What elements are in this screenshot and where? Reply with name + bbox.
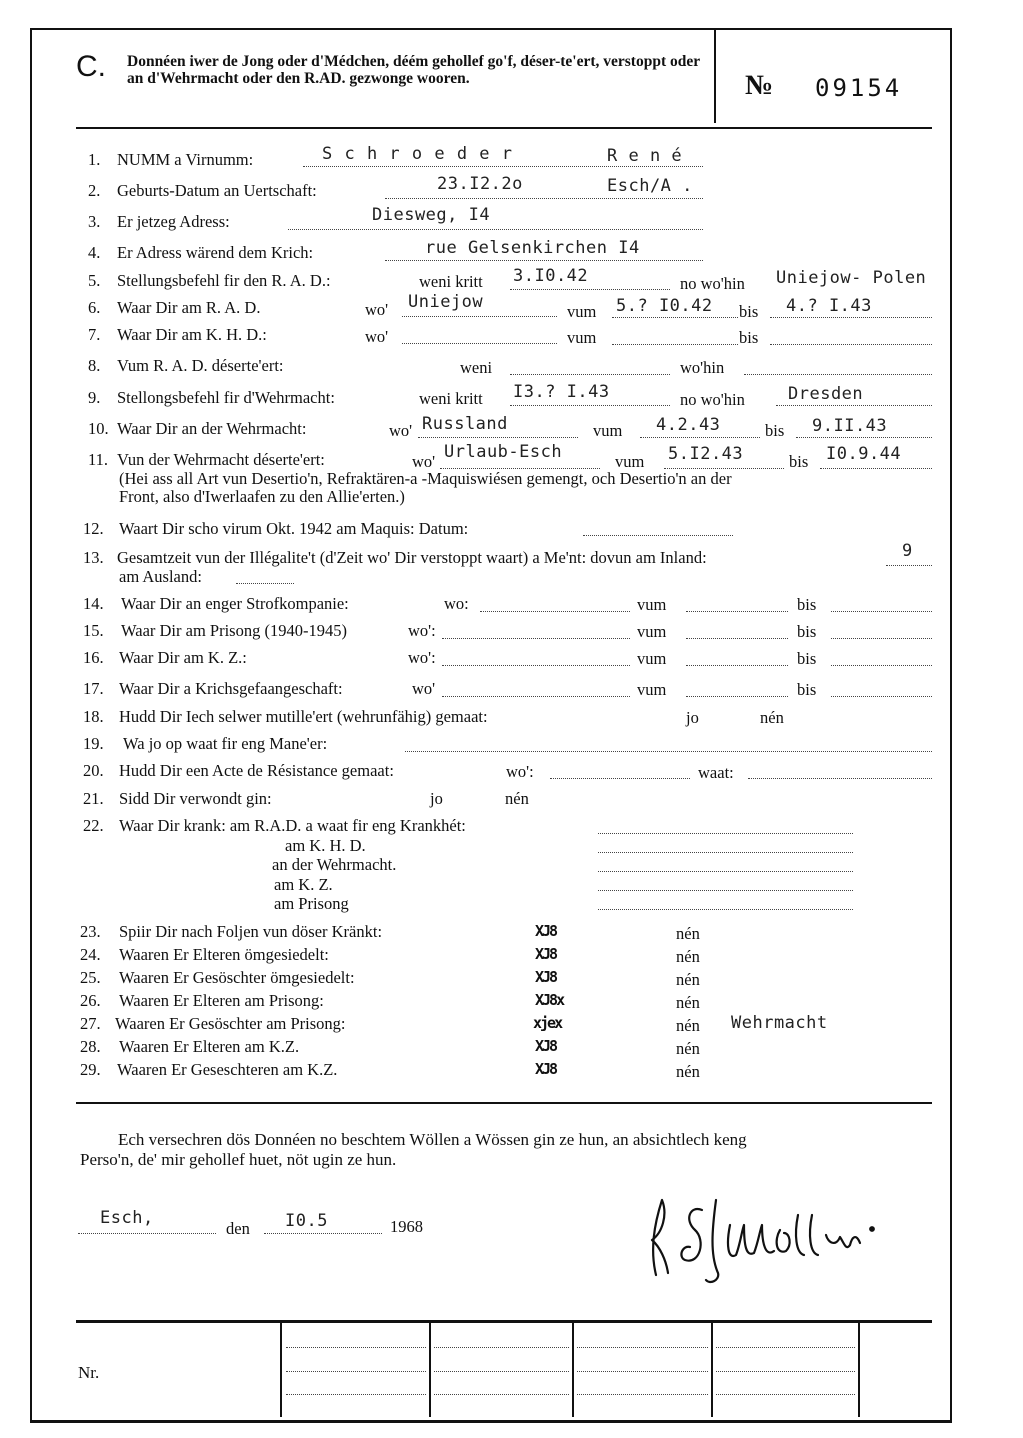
illness-wehrmacht: an der Wehrmacht. (272, 855, 397, 874)
illegality-label: Gesamtzeit vun der Illégalite't (d'Zeit wo' Dir verstoppt waart) a Me'nt: dovun am Inland: (117, 548, 707, 567)
wo-label: wo' (365, 300, 389, 319)
wohin-label: wo'hin (680, 358, 725, 377)
row-number: 22. (83, 816, 104, 835)
crossed-out-jo: xjex (533, 1014, 562, 1032)
vum-label: vum (615, 452, 645, 471)
jo-option: jo (430, 789, 443, 808)
row-number: 5. (88, 271, 101, 290)
jo-option: jo (686, 708, 699, 727)
row-number: 9. (88, 388, 101, 407)
row-number: 15. (83, 621, 104, 640)
vum-label: vum (593, 421, 623, 440)
section-description: Donnéen iwer de Jong oder d'Médchen, déém gehollef go'f, déser-te'ert, verstoppt oder an d'Wehrmacht oder den R.AD. gezwonge wooren. (127, 53, 700, 87)
self-mutilation-label: Hudd Dir Iech selwer mutille'ert (wehrunfähig) gemaat: (119, 707, 488, 726)
nr-label: Nr. (78, 1363, 100, 1382)
vum-label: vum (637, 649, 667, 668)
row-number: 7. (88, 325, 101, 344)
prison-label: Waar Dir am Prisong (1940-1945) (121, 621, 347, 640)
manner-label: Wa jo op waat fir eng Mane'er: (123, 734, 328, 753)
weni-kritt-label: weni kritt (419, 389, 483, 408)
footer-col-divider (572, 1322, 574, 1417)
vum-label: vum (637, 595, 667, 614)
rad-from: 5.? I0.42 (616, 296, 713, 316)
crossed-out-jo: XJ8 (535, 922, 557, 940)
crossed-out-jo: XJ8 (535, 1060, 557, 1078)
vum-label: vum (567, 302, 597, 321)
row-number: 23. (80, 922, 101, 941)
nen-option: nén (676, 924, 700, 943)
crossed-out-jo: XJ8 (535, 1037, 557, 1055)
row-number: 24. (80, 945, 101, 964)
row-number: 26. (80, 991, 101, 1010)
illness-prison: am Prisong (274, 894, 349, 913)
rad-order-destination: Uniejow- Polen (776, 268, 927, 288)
declaration-rule (76, 1102, 932, 1104)
footer-col-divider (280, 1322, 282, 1417)
row-number: 4. (88, 243, 101, 262)
wehrmacht-order-label: Stellongsbefehl fir d'Wehrmacht: (117, 388, 335, 407)
desertion-to: I0.9.44 (826, 444, 902, 464)
bis-label: bis (797, 680, 817, 699)
row-number: 25. (80, 968, 101, 987)
den-label: den (226, 1219, 250, 1238)
nen-option: nén (676, 1039, 700, 1058)
desertion-from: 5.I2.43 (668, 444, 744, 464)
wo-label: wo: (444, 594, 469, 613)
row-number: 18. (83, 707, 104, 726)
footer-rule (76, 1320, 932, 1323)
birth-label: Geburts-Datum an Uertschaft: (117, 181, 317, 200)
after-effects-label: Spiir Dir nach Foljen vun döser Kränkt: (119, 922, 383, 941)
current-address-value: Diesweg, I4 (372, 205, 491, 225)
footer-col-divider (711, 1322, 713, 1417)
wehrmacht-order-destination: Dresden (788, 384, 864, 404)
crossed-out-jo: XJ8 (535, 968, 557, 986)
bis-label: bis (739, 302, 759, 321)
number-symbol: № (745, 70, 774, 101)
nen-option: nén (676, 947, 700, 966)
rad-label: Waar Dir am R. A. D. (117, 298, 261, 317)
bis-label: bis (797, 649, 817, 668)
wehrmacht-desertion-label: Vun der Wehrmacht déserte'ert: (117, 450, 325, 469)
vum-label: vum (637, 680, 667, 699)
declaration-line1: Ech versechren dös Donnéen no beschtem Wöllen a Wössen gin ze hun, an absichtlech keng (118, 1130, 747, 1149)
row-number: 13. (83, 548, 104, 567)
wehrmacht-to: 9.II.43 (812, 416, 888, 436)
row-number: 29. (80, 1060, 101, 1079)
maquis-label: Waart Dir scho virum Okt. 1942 am Maquis: Datum: (119, 519, 469, 538)
no-wohin-label: no wo'hin (680, 390, 745, 409)
row-number: 28. (80, 1037, 101, 1056)
bis-label: bis (789, 452, 809, 471)
waat-label: waat: (698, 763, 734, 782)
desertion-note-line1: (Hei ass all Art vun Desertio'n, Refraktären-a -Maquiswiésen gemengt, och Desertio'n an der (119, 469, 732, 488)
penal-company-label: Waar Dir an enger Strofkompanie: (121, 594, 349, 613)
rad-place: Uniejow (408, 292, 484, 312)
row-number: 8. (88, 356, 101, 375)
wehrmacht-label: Waar Dir an der Wehrmacht: (117, 419, 307, 438)
nen-option: nén (760, 708, 784, 727)
wo-label: wo': (408, 621, 436, 640)
row-number: 3. (88, 212, 101, 231)
wo-label: wo' (389, 421, 413, 440)
resistance-label: Hudd Dir een Acte de Résistance gemaat: (119, 761, 394, 780)
weni-kritt-label: weni kritt (419, 272, 483, 291)
wo-label: wo' (412, 452, 436, 471)
crossed-out-jo: XJ8 (535, 945, 557, 963)
row-number: 2. (88, 181, 101, 200)
siblings-kz-label: Waaren Er Geseschteren am K.Z. (117, 1060, 338, 1079)
surname-value: S c h r o e d e r (322, 144, 513, 164)
row-number: 17. (83, 679, 104, 698)
wo-label: wo' (412, 679, 436, 698)
bis-label: bis (797, 622, 817, 641)
rad-desertion-label: Vum R. A. D. déserte'ert: (117, 356, 284, 375)
footer-col-divider (858, 1322, 860, 1417)
bis-label: bis (797, 595, 817, 614)
nen-option: nén (676, 993, 700, 1012)
desertion-place: Urlaub-Esch (444, 442, 563, 462)
form-number: 09154 (815, 74, 903, 102)
firstname-value: R e n é (607, 146, 683, 166)
weni-label: weni (460, 358, 493, 377)
khd-label: Waar Dir am K. H. D.: (117, 325, 267, 344)
row-number: 16. (83, 648, 104, 667)
wehrmacht-from: 4.2.43 (656, 415, 721, 435)
rad-to: 4.? I.43 (786, 296, 872, 316)
birth-date-value: 23.I2.2o (437, 174, 523, 194)
row-number: 14. (83, 594, 104, 613)
vum-label: vum (637, 622, 667, 641)
row-number: 6. (88, 298, 101, 317)
wo-label: wo': (506, 762, 534, 781)
illness-label: Waar Dir krank: am R.A.D. a waat fir eng Krankhét: (119, 816, 466, 835)
illness-kz: am K. Z. (274, 875, 333, 894)
nen-option: nén (676, 1016, 700, 1035)
wehrmacht-order-date: I3.? I.43 (513, 382, 610, 402)
kz-label: Waar Dir am K. Z.: (119, 648, 247, 667)
section-letter: C. (76, 50, 106, 83)
birth-place-value: Esch/A . (607, 176, 693, 196)
wounded-label: Sidd Dir verwondt gin: (119, 789, 272, 808)
header-divider (714, 30, 716, 123)
wo-label: wo' (365, 327, 389, 346)
nen-option: nén (676, 1062, 700, 1081)
signature-place: Esch, (100, 1208, 154, 1228)
siblings-prison-note: Wehrmacht (731, 1013, 828, 1033)
vum-label: vum (567, 328, 597, 347)
header-rule (76, 127, 932, 129)
wehrmacht-place: Russland (422, 414, 508, 434)
row-number: 27. (80, 1014, 101, 1033)
footer-col-divider (429, 1322, 431, 1417)
signature-year: 1968 (390, 1217, 423, 1236)
row-number: 1. (88, 150, 101, 169)
current-address-label: Er jetzeg Adress: (117, 212, 230, 231)
no-wohin-label: no wo'hin (680, 274, 745, 293)
nen-option: nén (505, 789, 529, 808)
row-number: 20. (83, 761, 104, 780)
bis-label: bis (739, 328, 759, 347)
name-label: NUMM a Virnumm: (117, 150, 254, 169)
handwritten-signature (640, 1185, 890, 1295)
row-number: 19. (83, 734, 104, 753)
row-number: 21. (83, 789, 104, 808)
row-number: 12. (83, 519, 104, 538)
war-address-label: Er Adress wärend dem Krich: (117, 243, 314, 262)
bis-label: bis (765, 421, 785, 440)
rad-order-label: Stellungsbefehl fir den R. A. D.: (117, 271, 331, 290)
declaration-line2: Perso'n, de' mir gehollef huet, nöt ugin ze hun. (80, 1150, 397, 1169)
parents-kz-label: Waaren Er Elteren am K.Z. (119, 1037, 300, 1056)
pow-label: Waar Dir a Krichsgefaangeschaft: (119, 679, 343, 698)
parents-prison-label: Waaren Er Elteren am Prisong: (119, 991, 324, 1010)
row-number: 10. (88, 419, 109, 438)
siblings-prison-label: Waaren Er Gesöschter am Prisong: (115, 1014, 346, 1033)
row-number: 11. (88, 450, 109, 469)
parents-resettled-label: Waaren Er Elteren ömgesiedelt: (119, 945, 329, 964)
signature-date: I0.5 (285, 1211, 328, 1231)
crossed-out-jo: XJ8x (535, 991, 564, 1009)
inland-value: 9 (902, 541, 913, 561)
war-address-value: rue Gelsenkirchen I4 (425, 238, 640, 258)
desertion-note-line2: Front, also d'Iwerlaafen zu den Allie'erten.) (119, 487, 405, 506)
illness-khd: am K. H. D. (285, 836, 366, 855)
abroad-label: am Ausland: (119, 567, 202, 586)
siblings-resettled-label: Waaren Er Gesöschter ömgesiedelt: (119, 968, 355, 987)
wo-label: wo': (408, 648, 436, 667)
nen-option: nén (676, 970, 700, 989)
rad-order-date: 3.I0.42 (513, 266, 589, 286)
